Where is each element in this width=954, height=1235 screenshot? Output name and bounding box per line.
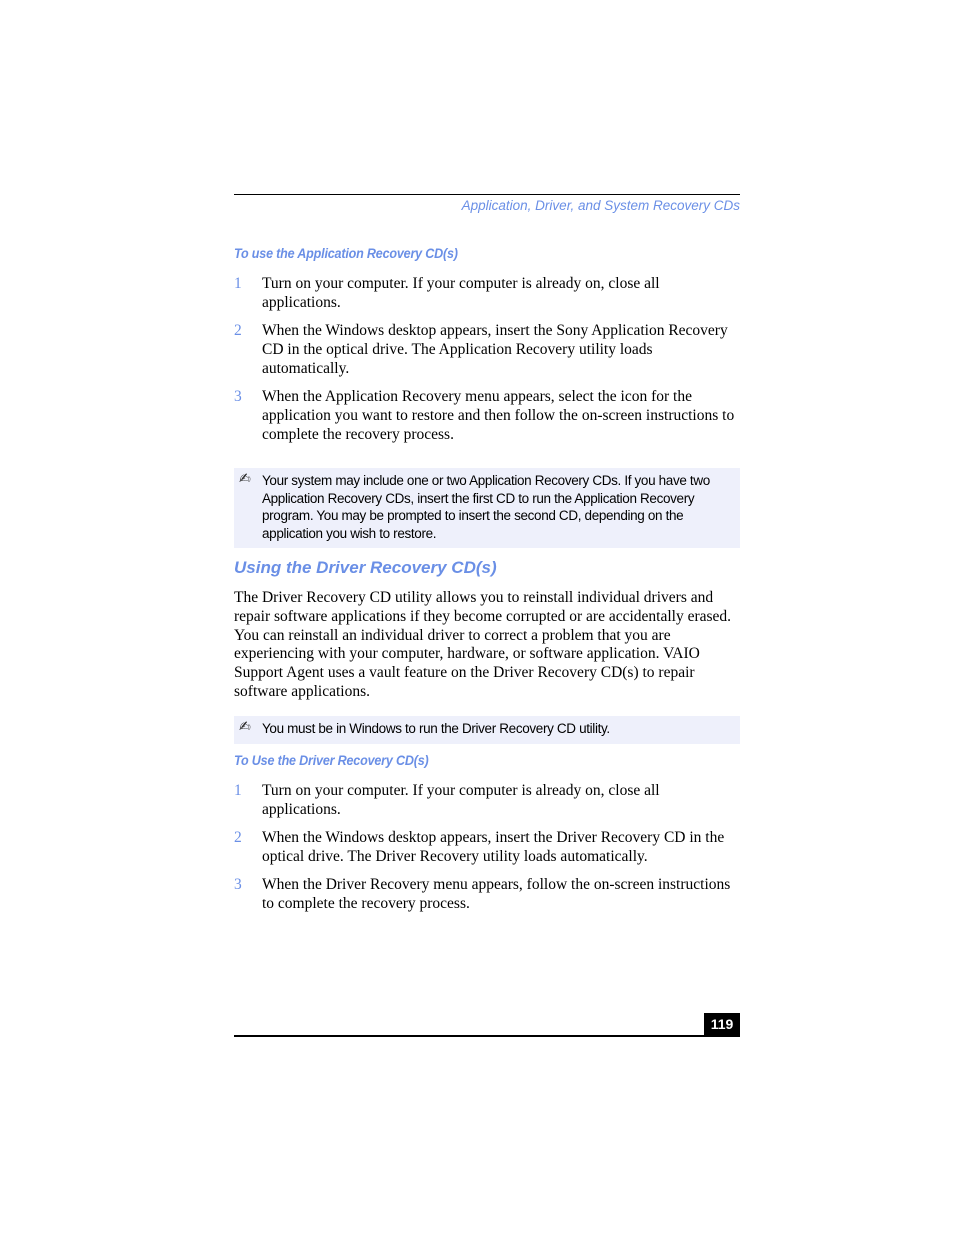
step-number: 1 bbox=[234, 782, 242, 799]
app-step-2 bbox=[234, 322, 740, 378]
step-number: 3 bbox=[234, 388, 242, 405]
step-text: When the Driver Recovery menu appears, follow the on-screen instructions to complete the recovery process. bbox=[262, 876, 731, 912]
app-recovery-note bbox=[234, 468, 740, 548]
driver-note bbox=[234, 716, 740, 744]
step-number: 3 bbox=[234, 876, 242, 893]
page-number: 119 bbox=[704, 1013, 740, 1037]
running-header: Application, Driver, and System Recovery CDs bbox=[461, 198, 740, 213]
note-text: You must be in Windows to run the Driver Recovery CD utility. bbox=[262, 721, 610, 736]
step-text: When the Windows desktop appears, insert the Driver Recovery CD in the optical drive. The Driver Recovery utility loads automatically. bbox=[262, 829, 725, 865]
step-text: Turn on your computer. If your computer is already on, close all applications. bbox=[262, 275, 660, 311]
pencil-note-icon: ✍ bbox=[239, 470, 251, 486]
app-step-3 bbox=[234, 388, 740, 444]
pencil-note-icon: ✍ bbox=[239, 718, 251, 734]
footer-rule bbox=[234, 1035, 740, 1037]
app-recovery-heading: To use the Application Recovery CD(s) bbox=[234, 246, 458, 261]
header-rule bbox=[234, 194, 740, 195]
note-text: Your system may include one or two Application Recovery CDs. If you have two Application Recovery CDs, insert the first CD to run the Application Recovery program. You may be prompted to insert the second CD, depending on the application you wish to restore. bbox=[262, 473, 710, 541]
app-step-1 bbox=[234, 275, 740, 313]
driver-section-body: The Driver Recovery CD utility allows you to reinstall individual drivers and repair software applications if they become corrupted or are accidentally erased. You can reinstall an individual driver to correct a problem that you are experiencing with your computer, hardware, or software application. VAIO Support Agent uses a vault feature on the Driver Recovery CD(s) to repair software applications. bbox=[234, 589, 732, 700]
driver-step-3 bbox=[234, 876, 740, 914]
step-text: When the Windows desktop appears, insert the Sony Application Recovery CD in the optical drive. The Application Recovery utility loads automatically. bbox=[262, 322, 728, 377]
step-number: 2 bbox=[234, 322, 242, 339]
step-text: Turn on your computer. If your computer is already on, close all applications. bbox=[262, 782, 660, 818]
step-text: When the Application Recovery menu appears, select the icon for the application you want to restore and then follow the on-screen instructions to complete the recovery process. bbox=[262, 388, 735, 443]
driver-step-1 bbox=[234, 782, 740, 820]
step-number: 2 bbox=[234, 829, 242, 846]
driver-recovery-heading: To Use the Driver Recovery CD(s) bbox=[234, 753, 429, 768]
driver-section-heading: Using the Driver Recovery CD(s) bbox=[234, 558, 497, 577]
driver-step-2 bbox=[234, 829, 740, 867]
step-number: 1 bbox=[234, 275, 242, 292]
